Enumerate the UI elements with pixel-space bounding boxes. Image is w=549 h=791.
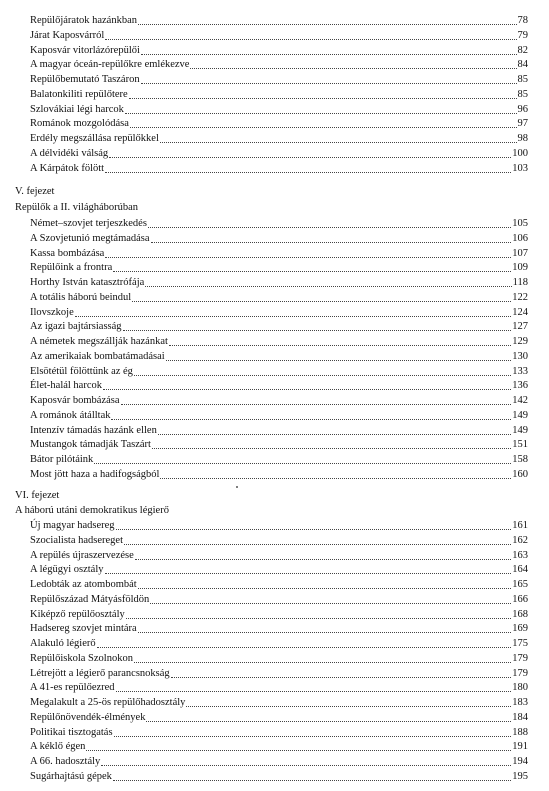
toc-entry-page-number: 82 [517, 44, 528, 56]
dot-leader [138, 24, 517, 25]
dot-leader [111, 419, 511, 420]
toc-entry-title: Erdély megszállása repülőkkel [30, 133, 159, 144]
dot-leader [105, 257, 511, 258]
dot-leader [105, 39, 516, 40]
toc-entry [30, 366, 528, 378]
toc-entry [30, 668, 528, 680]
toc-entry-page-number: 122 [512, 291, 528, 303]
toc-entry-page-number: 79 [517, 29, 528, 41]
dot-leader [103, 389, 511, 390]
toc-entry-title: A románok átálltak [30, 409, 111, 421]
toc-entry-page-number: 96 [517, 103, 528, 115]
toc-entry [30, 682, 528, 694]
toc-entry-title: Az igazi bajtársiasság [30, 321, 122, 333]
toc-entry-title: Létrejött a légierő parancsnokság [30, 667, 170, 679]
toc-entry [30, 59, 528, 71]
dot-leader [169, 345, 511, 346]
toc-entry-title: Hadsereg szovjet mintára [30, 623, 137, 635]
dot-leader [148, 227, 511, 228]
toc-entry-page-number: 103 [512, 162, 528, 174]
dot-leader [190, 68, 516, 69]
chapter-5-heading: Repülők a II. világháborúban [15, 202, 139, 213]
toc-entry-title: Kaposvár bombázása [30, 395, 120, 406]
toc-entry-page-number: 78 [517, 15, 528, 26]
toc-entry-page-number: 100 [512, 147, 528, 159]
toc-entry [30, 771, 528, 783]
toc-entry [30, 653, 528, 665]
dot-leader [101, 765, 511, 766]
toc-entry [30, 277, 528, 289]
toc-entry-page-number: 175 [512, 638, 528, 649]
toc-entry-title: Szocialista hadsereget [30, 534, 124, 546]
dot-leader [130, 127, 517, 128]
toc-entry [30, 395, 528, 407]
toc-entry-title: Mustangok támadják Taszárt [30, 439, 151, 451]
dot-leader [116, 691, 512, 692]
dot-leader [94, 463, 511, 464]
toc-entry [30, 550, 528, 562]
dot-leader [116, 529, 512, 530]
dot-leader [97, 647, 512, 648]
toc-entry-page-number: 149 [512, 424, 528, 436]
toc-entry-title: Repülőjáratok hazánkban [30, 15, 137, 26]
dot-leader [113, 780, 511, 781]
toc-entry-page-number: 133 [512, 365, 528, 377]
toc-entry [30, 410, 528, 422]
toc-entry-title: Románok mozgolódása [30, 118, 129, 130]
toc-entry [30, 292, 528, 304]
toc-entry [30, 380, 528, 392]
toc-entry-title: Alakuló légierő [30, 638, 96, 649]
toc-entry-title: A 41-es repülőezred [30, 682, 115, 694]
dot-leader [114, 736, 512, 737]
toc-entry-page-number: 183 [512, 697, 528, 708]
toc-entry [30, 218, 528, 230]
toc-entry-title: Járat Kaposvárról [30, 29, 105, 41]
toc-entry [30, 262, 528, 274]
toc-entry-title: A légügyi osztály [30, 564, 104, 576]
toc-entry [30, 104, 528, 116]
toc-entry [30, 623, 528, 635]
toc-entry-title: A délvidéki válság [30, 147, 109, 159]
toc-entry-title: A totális háború beindul [30, 291, 132, 303]
toc-entry [30, 118, 528, 130]
toc-entry [30, 454, 528, 466]
toc-entry-page-number: 195 [512, 770, 528, 782]
dot-leader [152, 448, 511, 449]
toc-entry-title: Repülőink a frontra [30, 262, 113, 274]
toc-entry-page-number: 180 [512, 682, 528, 694]
toc-entry-page-number: 158 [512, 454, 528, 465]
toc-entry-page-number: 109 [512, 262, 528, 274]
toc-entry-page-number: 149 [512, 409, 528, 421]
chapter-6-heading: A háború utáni demokratikus légierő [15, 505, 169, 516]
toc-entry [30, 163, 528, 175]
toc-entry [30, 248, 528, 260]
toc-entry [30, 336, 528, 348]
toc-entry [30, 15, 528, 27]
dot-leader [141, 83, 517, 84]
toc-entry-title: Repülőszázad Mátyásföldön [30, 593, 150, 605]
dot-leader [134, 662, 511, 663]
toc-entry-page-number: 98 [517, 133, 528, 144]
toc-entry-page-number: 179 [512, 652, 528, 664]
toc-entry [30, 520, 528, 532]
toc-entry-page-number: 184 [512, 711, 528, 723]
toc-entry-page-number: 106 [512, 232, 528, 244]
dot-leader [138, 632, 512, 633]
dot-leader [125, 113, 517, 114]
dot-leader [166, 360, 512, 361]
dot-leader [160, 142, 517, 143]
toc-entry [30, 307, 528, 319]
dot-leader [150, 603, 511, 604]
toc-entry-title: Intenzív támadás hazánk ellen [30, 424, 157, 436]
dot-leader [121, 404, 512, 405]
toc-entry [30, 756, 528, 768]
toc-entry-title: Repülőiskola Szolnokon [30, 652, 133, 664]
toc-entry-title: Sugárhajtású gépek [30, 770, 112, 782]
toc-entry-title: Ledobták az atombombát [30, 579, 137, 590]
toc-entry-title: A Szovjetunió megtámadása [30, 232, 150, 244]
toc-entry-title: Megalakult a 25-ös repülőhadosztály [30, 697, 186, 708]
dot-leader [105, 573, 512, 574]
toc-entry-title: Kaposvár vitorlázórepülői [30, 44, 140, 56]
toc-entry [30, 439, 528, 451]
toc-entry-title: Élet-halál harcok [30, 380, 103, 392]
dot-leader [158, 434, 511, 435]
toc-entry-title: Balatonkiliti repülőtere [30, 88, 128, 100]
dot-leader [160, 478, 511, 479]
toc-entry-page-number: 191 [512, 741, 528, 753]
dot-leader [105, 172, 511, 173]
toc-entry-page-number: 127 [512, 321, 528, 333]
dot-leader [135, 559, 511, 560]
toc-entry [30, 535, 528, 547]
toc-entry-title: Most jött haza a hadifogságból [30, 468, 160, 480]
toc-entry [30, 712, 528, 724]
toc-entry [30, 321, 528, 333]
dot-leader [132, 301, 511, 302]
toc-entry [30, 233, 528, 245]
toc-entry-page-number: 85 [517, 88, 528, 100]
toc-entry [30, 594, 528, 606]
toc-entry-page-number: 142 [512, 395, 528, 406]
toc-entry [30, 741, 528, 753]
toc-entry-title: A németek megszállják hazánkat [30, 336, 168, 347]
toc-entry-title: Az amerikaiak bombatámadásai [30, 350, 165, 362]
dot-leader [109, 157, 511, 158]
toc-entry-title: Repülőnövendék-élmények [30, 711, 146, 723]
toc-entry [30, 425, 528, 437]
toc-entry-page-number: 85 [517, 74, 528, 85]
dot-leader [141, 54, 517, 55]
dot-leader [123, 330, 512, 331]
toc-entry [30, 469, 528, 481]
toc-entry-page-number: 136 [512, 380, 528, 392]
dot-leader [134, 375, 511, 376]
toc-entry [30, 727, 528, 739]
dot-leader [145, 286, 511, 287]
toc-entry-title: Szlovákiai légi harcok [30, 103, 124, 115]
toc-entry [30, 45, 528, 57]
toc-entry-page-number: 151 [512, 439, 528, 451]
stray-dot-mark [236, 486, 238, 488]
dot-leader [186, 706, 511, 707]
toc-entry-page-number: 118 [512, 277, 528, 288]
toc-entry-title: Új magyar hadsereg [30, 520, 115, 531]
toc-entry-page-number: 164 [512, 564, 528, 576]
toc-entry-title: Horthy István katasztrófája [30, 277, 145, 288]
toc-entry-title: Német–szovjet terjeszkedés [30, 218, 147, 229]
toc-entry-page-number: 124 [512, 306, 528, 318]
dot-leader [75, 316, 512, 317]
toc-entry-page-number: 160 [512, 468, 528, 480]
dot-leader [86, 750, 511, 751]
toc-entry [30, 89, 528, 101]
dot-leader [129, 98, 517, 99]
chapter-6-label: VI. fejezet [15, 490, 60, 501]
toc-entry [30, 697, 528, 709]
toc-entry-page-number: 129 [512, 336, 528, 347]
toc-entry-title: Repülőbemutató Taszáron [30, 74, 140, 85]
toc-entry-page-number: 162 [512, 534, 528, 546]
toc-entry-title: Bátor pilótáink [30, 454, 94, 465]
toc-entry-title: A repülés újraszervezése [30, 549, 134, 561]
toc-entry-page-number: 107 [512, 247, 528, 259]
toc-entry-title: Kiképző repülőosztály [30, 608, 125, 620]
toc-entry [30, 74, 528, 86]
toc-entry-page-number: 179 [512, 667, 528, 679]
toc-entry [30, 148, 528, 160]
toc-entry-title: Ilovszkoje [30, 306, 74, 318]
toc-entry [30, 30, 528, 42]
toc-entry-page-number: 169 [512, 623, 528, 635]
toc-entry-title: Politikai tisztogatás [30, 726, 113, 738]
toc-entry-title: A 66. hadosztály [30, 756, 101, 767]
toc-entry [30, 564, 528, 576]
dot-leader [151, 242, 512, 243]
toc-entry-page-number: 165 [512, 579, 528, 590]
chapter-5-label: V. fejezet [15, 186, 55, 197]
toc-entry-page-number: 97 [517, 118, 528, 130]
toc-entry-title: Kassa bombázása [30, 247, 105, 259]
toc-entry [30, 638, 528, 650]
toc-entry-title: A magyar óceán-repülőkre emlékezve [30, 59, 190, 71]
toc-entry-page-number: 105 [512, 218, 528, 229]
dot-leader [171, 677, 512, 678]
toc-entry-page-number: 188 [512, 726, 528, 738]
dot-leader [146, 721, 511, 722]
toc-entry-page-number: 161 [512, 520, 528, 531]
dot-leader [138, 588, 512, 589]
toc-entry [30, 579, 528, 591]
toc-entry-page-number: 130 [512, 350, 528, 362]
toc-entry-title: Elsötétül fölöttünk az ég [30, 365, 133, 377]
toc-entry [30, 351, 528, 363]
toc-entry-page-number: 84 [517, 59, 528, 71]
toc-entry-page-number: 168 [512, 608, 528, 620]
toc-entry-page-number: 194 [512, 756, 528, 767]
toc-entry-page-number: 163 [512, 549, 528, 561]
dot-leader [113, 271, 511, 272]
toc-entry-page-number: 166 [512, 593, 528, 605]
toc-entry-title: A kéklő égen [30, 741, 86, 753]
toc-entry [30, 609, 528, 621]
dot-leader [124, 544, 511, 545]
dot-leader [126, 618, 511, 619]
toc-entry-title: A Kárpátok fölött [30, 162, 105, 174]
toc-entry [30, 133, 528, 145]
